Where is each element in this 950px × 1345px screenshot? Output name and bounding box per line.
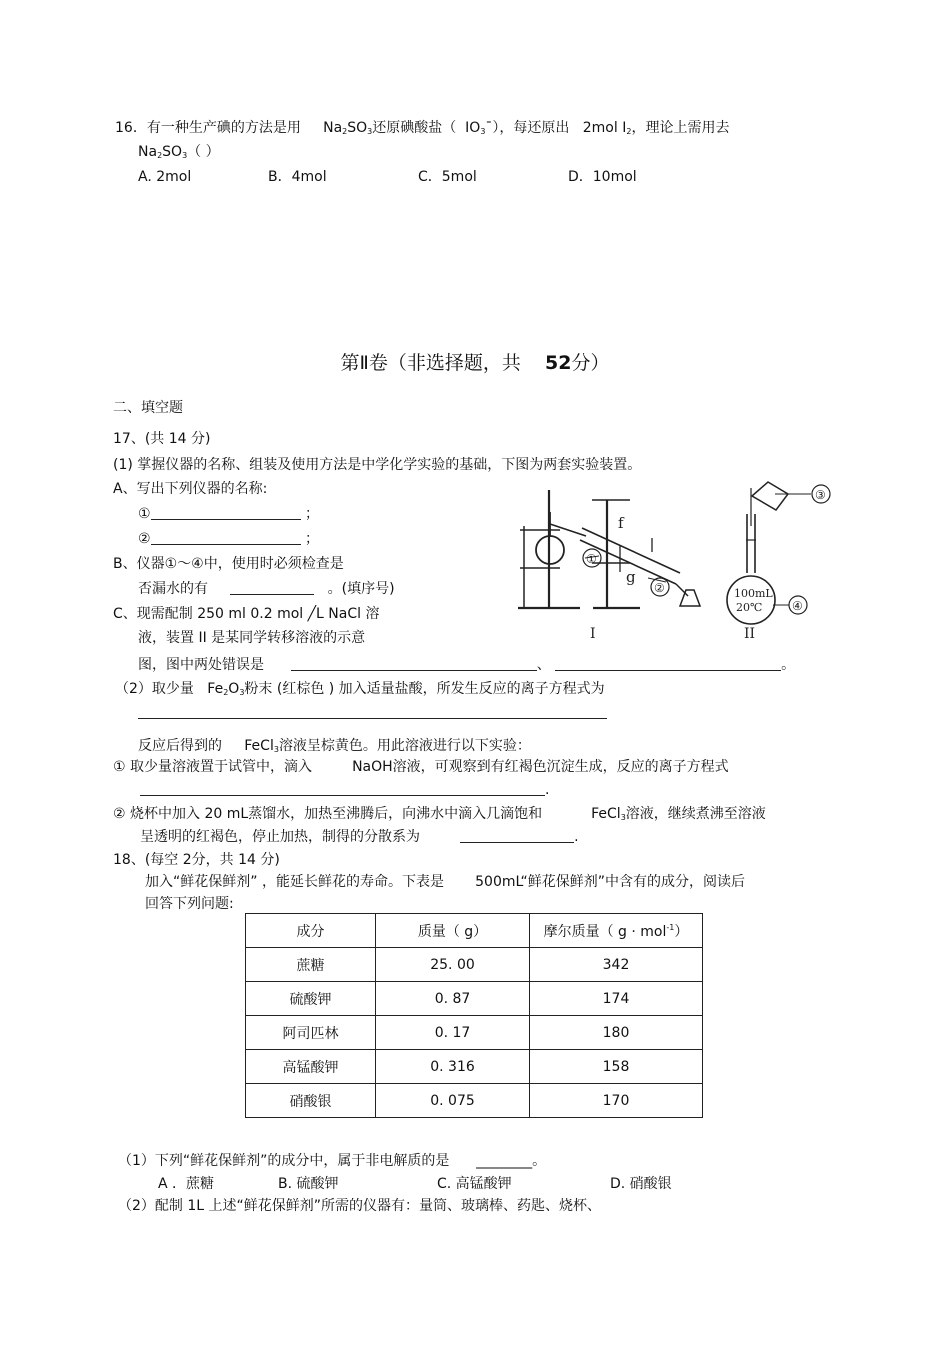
figure-label-1: ① [586,552,597,566]
figure-label-f: f [618,514,624,532]
table-row [246,982,703,1016]
beaker [752,482,788,510]
q18-sub1-option-c: C. 高锰酸钾 [437,1176,512,1192]
q16-stem-line2 [138,143,220,165]
q17-text: 溶液呈棕黄色。用此溶液进行以下实验： [278,738,531,754]
table-cell: 158 [530,1050,703,1084]
q17-text: 图，图中两处错误是 [138,657,264,673]
q18-sub1-stem [118,1152,546,1170]
header-text: ） [674,923,689,940]
punct: ； [305,531,320,547]
q16-stem-line1 [115,119,729,141]
formula-sub: 2 [342,127,348,136]
q18-heading: 18、(每空 2分，共 14 分) [113,852,280,868]
table-cell: 25. 00 [376,948,530,982]
formula-fecl: FeCl [244,738,274,754]
answer-blank[interactable] [151,505,301,520]
q18-intro-line2: 回答下列问题: [145,896,234,912]
conical-flask [680,590,700,606]
q18-sub2-stem: （2）配制 1L 上述“鲜花保鲜剂”所需的仪器有：量筒、玻璃棒、药匙、烧杯、 [118,1198,602,1214]
formula-sub: 3 [367,127,373,136]
answer-blank[interactable] [151,530,301,545]
formula-na: Na [138,144,158,160]
q18-intro-line1 [145,873,745,891]
formula-na: Na [323,120,343,136]
formula-sub: 3 [182,151,188,160]
q17-b-line2 [138,580,395,598]
q18-text: 500mL“鲜花保鲜剂”中含有的成分，阅读后 [475,874,745,890]
formula-sub: 2 [626,127,632,136]
table-cell: 硝酸银 [246,1084,376,1118]
formula-sub: 3 [273,745,279,754]
q18-sub1-option-a: A ．蔗糖 [158,1176,215,1192]
q17-a-heading: A、写出下列仪器的名称: [113,481,268,497]
part2-title-text: 分） [571,352,610,374]
answer-blank[interactable] [460,828,574,843]
section-heading: 二、填空题 [113,400,183,416]
q16-text: ，理论上需用去 [631,120,730,136]
q17-text: 反应后得到的 [138,738,222,754]
table-cell: 蔗糖 [246,948,376,982]
circled-2: ② [138,531,151,547]
table-cell: 0. 17 [376,1016,530,1050]
table-header-cell [530,914,703,948]
table-cell: 180 [530,1016,703,1050]
answer-blank[interactable] [230,580,314,595]
table-row [246,1016,703,1050]
table-cell: 0. 87 [376,982,530,1016]
q16-option-a: A. 2mol [138,169,192,185]
punct: . [545,782,550,798]
q16-text: ˉ），每还原出 [485,120,570,136]
figure-label-3: ③ [815,488,826,502]
apparatus-I-label: I [590,626,596,642]
q17-exp1-line1 [113,758,729,776]
q17-b-line1: B、仪器①～④中，使用时必须检查是 [113,556,344,572]
table-header-cell: 成分 [246,914,376,948]
part2-title-text: 第Ⅱ卷（非选择题，共 [340,352,521,374]
formula-so: SO [162,144,183,160]
punct: ； [305,506,320,522]
header-text: 摩尔质量（ g · mol [543,923,667,940]
punct: 。 [781,657,796,673]
q18-sub1-option-d: D. 硝酸银 [610,1176,672,1192]
table-cell: 342 [530,948,703,982]
q17-a2-line [138,530,319,548]
table-row [246,1050,703,1084]
q17-text: （2）取少量 [115,681,194,697]
circled-1: ① [138,506,151,522]
formula-o: O [228,681,240,697]
flask-volume-label: 100mL [734,587,773,600]
figure-label-4: ④ [792,599,803,613]
q17-text: 否漏水的有 [138,581,208,597]
q17-after-line [138,737,531,759]
q16-option-d: D．10mol [568,169,637,185]
figure-label-2: ② [654,581,665,595]
figure-label-g: g [626,568,636,586]
volumetric-flask-body [727,576,775,624]
table-cell: 高锰酸钾 [246,1050,376,1084]
q17-exp2-line2 [140,828,579,846]
formula-sub: 2 [223,688,229,697]
q16-option-b: B．4mol [268,169,327,185]
q17-text: ② 烧杯中加入 20 mL蒸馏水，加热至沸腾后，向沸水中滴入几滴饱和 [113,806,543,822]
table-row [246,1084,703,1118]
q17-c-line3 [138,656,795,674]
table-cell: 硫酸钾 [246,982,376,1016]
formula-io: IO [465,120,481,136]
punct: 。 [532,1153,547,1169]
answer-bracket: （ ） [187,144,220,160]
formula-sub: 2 [157,151,163,160]
q18-text: 加入“鲜花保鲜剂” ，能延长鲜花的寿命。下表是 [145,874,444,890]
formula-sub: 3 [239,688,245,697]
q17-heading: 17、(共 14 分) [113,431,211,447]
q17-exp2-line1 [113,805,766,827]
formula-fe: Fe [207,681,224,697]
table-cell: 0. 075 [376,1084,530,1118]
apparatus-figure [500,478,845,643]
answer-blank[interactable] [555,656,781,671]
table-row [246,948,703,982]
q17-exp1-line2 [140,781,549,799]
formula-sub: 3 [620,813,626,822]
q18-sub1-option-b: B. 硫酸钾 [278,1176,339,1192]
ingredients-table [245,913,703,1118]
q17-text: NaOH溶液，可观察到有红褐色沉淀生成，反应的离子方程式 [352,759,729,775]
table-cell: 阿司匹林 [246,1016,376,1050]
part2-title-score: 52 [545,352,572,374]
q16-text: 16．有一种生产碘的方法是用 [115,120,301,136]
table-header-row [246,914,703,948]
answer-blank[interactable]: ________ [476,1153,533,1169]
formula-sub: 3 [480,127,486,136]
q17-text: 粉末 (红棕色 ) 加入适量盐酸，所发生反应的离子方程式为 [244,681,605,697]
punct: . [574,829,579,845]
answer-line[interactable] [138,718,607,719]
q16-option-c: C．5mol [418,169,477,185]
answer-blank[interactable] [291,656,537,671]
q17-part1-intro: (1) 掌握仪器的名称、组装及使用方法是中学化学实验的基础，下图为两套实验装置。 [113,457,642,473]
table-cell: 174 [530,982,703,1016]
q17-text: 呈透明的红褐色，停止加热，制得的分散系为 [140,829,420,845]
formula-fecl: FeCl [591,806,621,822]
header-sup: -1 [666,922,675,932]
table-header-cell: 质量（ g） [376,914,530,948]
q17-text: 。(填序号) [327,581,395,597]
apparatus-II-label: II [744,626,756,642]
q16-text: 还原碘酸盐（ [372,120,457,136]
q17-a1-line [138,505,319,523]
q17-part2-line [115,680,605,702]
formula-so: SO [347,120,368,136]
q17-c-line2: 液，装置 II 是某同学转移溶液的示意 [138,630,366,646]
q17-c-line1: C、现需配制 250 ml 0.2 mol ╱L NaCl 溶 [113,606,380,622]
q18-text: （1）下列“鲜花保鲜剂”的成分中，属于非电解质的是 [118,1153,450,1169]
table-cell: 170 [530,1084,703,1118]
q17-text: ① 取少量溶液置于试管中，滴入 [113,759,313,775]
q17-text: 溶液，继续煮沸至溶液 [625,806,766,822]
formula-i2: 2mol I [582,120,627,136]
table-cell: 0. 316 [376,1050,530,1084]
answer-blank[interactable] [140,781,545,796]
flask-temperature-label: 20℃ [736,601,763,614]
part2-title [0,350,950,376]
punct: 、 [536,657,551,673]
